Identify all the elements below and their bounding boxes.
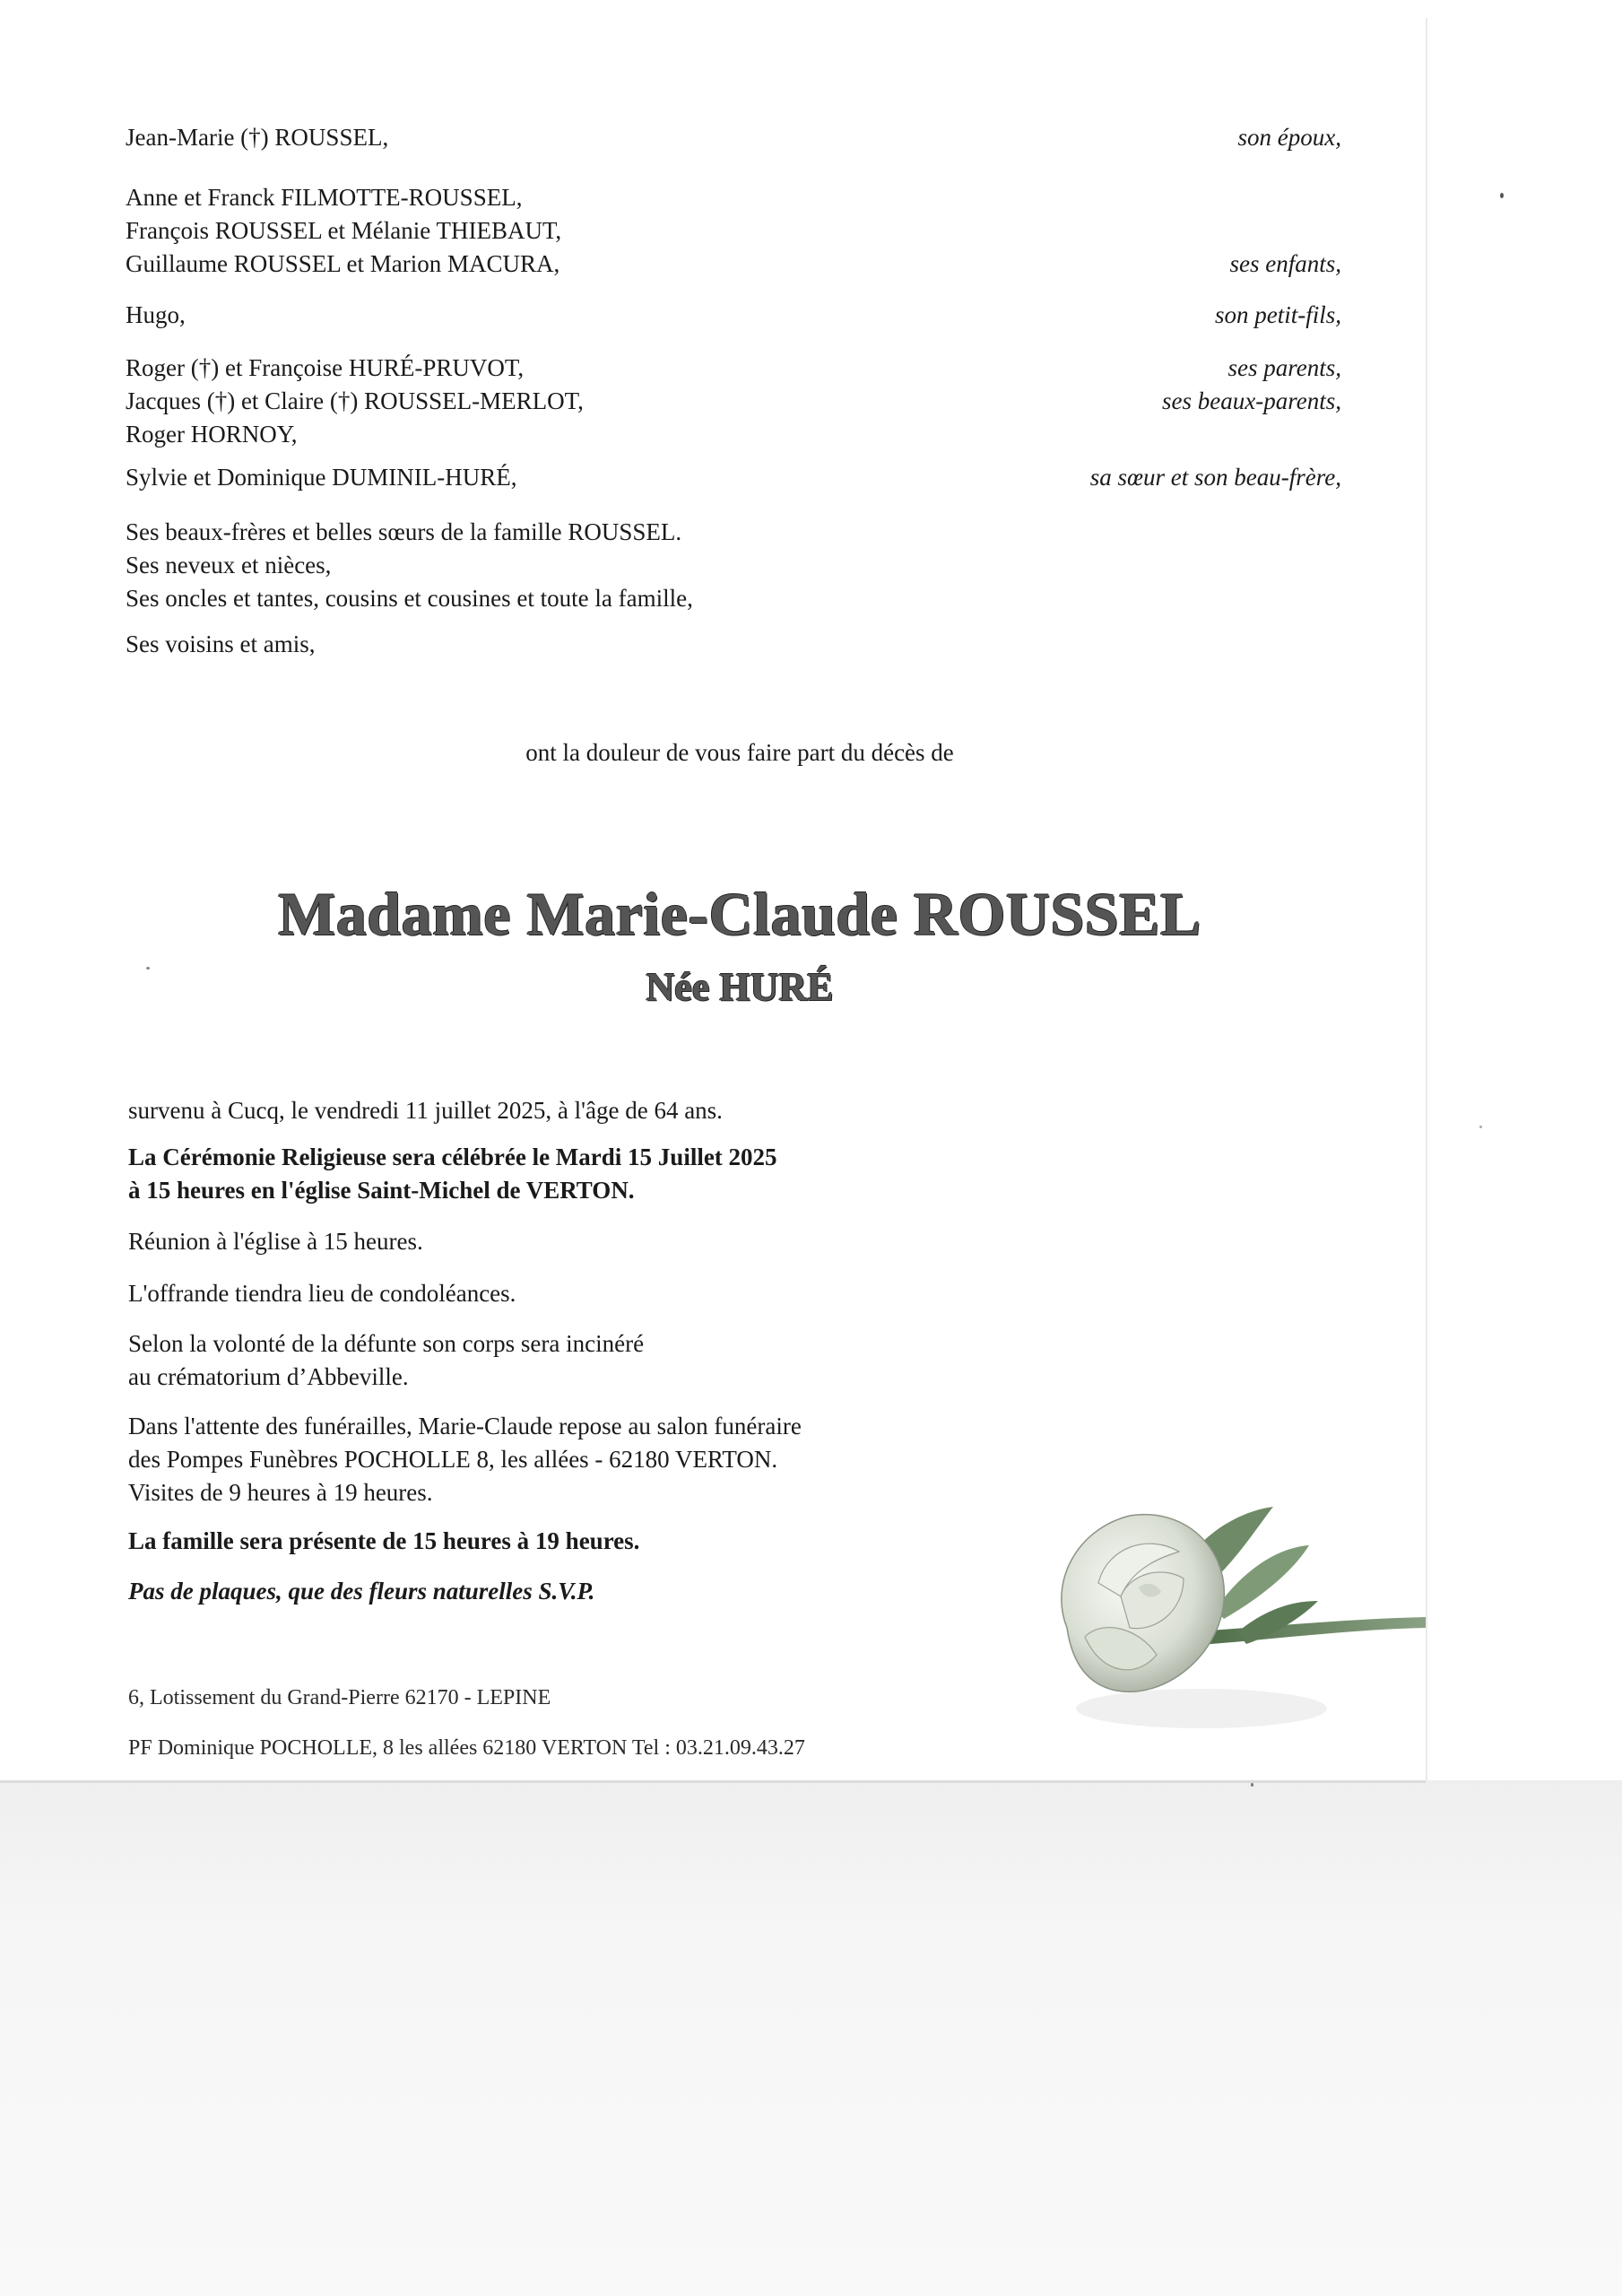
ceremony-details	[128, 1141, 777, 1207]
scan-speck	[1500, 193, 1504, 198]
death-details: survenu à Cucq, le vendredi 11 juillet 2025, à l'âge de 64 ans.	[128, 1097, 723, 1124]
scan-background	[0, 1780, 1622, 2296]
parent-line: Roger (†) et Françoise HURÉ-PRUVOT,	[126, 354, 525, 381]
family-presence: La famille sera présente de 15 heures à 19 heures.	[128, 1527, 640, 1554]
extended-line: Ses beaux-frères et belles sœurs de la famille ROUSSEL.	[126, 518, 682, 545]
rest-line: des Pompes Funèbres POCHOLLE 8, les allées - 62180 VERTON.	[128, 1446, 778, 1473]
announcement: ont la douleur de vous faire part du décès de	[525, 739, 954, 766]
flowers-request: Pas de plaques, que des fleurs naturelles S.V.P.	[128, 1578, 595, 1605]
funeral-home-line: PF Dominique POCHOLLE, 8 les allées 62180 VERTON Tel : 03.21.09.43.27	[128, 1736, 805, 1760]
rest-details	[128, 1410, 802, 1509]
parent-line: Roger HORNOY,	[126, 421, 298, 448]
page-bottom-edge	[0, 1780, 1426, 1783]
spouse-name: Jean-Marie (†) ROUSSEL,	[126, 124, 389, 151]
offering-details: L'offrande tiendra lieu de condoléances.	[128, 1280, 516, 1307]
extended-line: Ses neveux et nièces,	[126, 552, 332, 578]
grandson-row	[126, 299, 1341, 332]
children-row	[126, 181, 1341, 281]
friends-line: Ses voisins et amis,	[126, 631, 316, 657]
maiden-name: Née HURÉ	[646, 965, 834, 1009]
spouse-relation: son époux,	[1237, 124, 1341, 151]
rest-line: Visites de 9 heures à 19 heures.	[128, 1479, 433, 1506]
rest-line: Dans l'attente des funérailles, Marie-Claude repose au salon funéraire	[128, 1413, 802, 1439]
sister-name: Sylvie et Dominique DUMINIL-HURÉ,	[126, 464, 517, 491]
cremation-line: Selon la volonté de la défunte son corps sera incinéré	[128, 1330, 645, 1357]
ceremony-line: à 15 heures en l'église Saint-Michel de VERTON.	[128, 1177, 635, 1204]
child-line: Guillaume ROUSSEL et Marion MACURA,	[126, 250, 560, 277]
cremation-line: au crématorium d’Abbeville.	[128, 1363, 409, 1390]
white-rose-icon	[1031, 1475, 1426, 1744]
ceremony-line: La Cérémonie Religieuse sera célébrée le Mardi 15 Juillet 2025	[128, 1144, 777, 1170]
child-line: Anne et Franck FILMOTTE-ROUSSEL,	[126, 184, 523, 211]
extended-line: Ses oncles et tantes, cousins et cousines et toute la famille,	[126, 585, 693, 612]
address-line: 6, Lotissement du Grand-Pierre 62170 - LEPINE	[128, 1686, 551, 1709]
sister-row	[126, 461, 1341, 494]
cremation-details	[128, 1327, 644, 1394]
grandson-name: Hugo,	[126, 301, 186, 328]
deceased-name: Madame Marie-Claude ROUSSEL	[278, 880, 1201, 948]
spouse-row	[126, 121, 1341, 154]
scan-speck	[1251, 1783, 1253, 1787]
children-relation: ses enfants,	[1229, 250, 1341, 277]
parents-relation: ses parents,	[1227, 354, 1341, 381]
parent-line: Jacques (†) et Claire (†) ROUSSEL-MERLOT,	[126, 387, 584, 414]
meeting-details: Réunion à l'église à 15 heures.	[128, 1228, 423, 1255]
sister-relation: sa sœur et son beau-frère,	[1089, 464, 1341, 491]
child-line: François ROUSSEL et Mélanie THIEBAUT,	[126, 217, 562, 244]
grandson-relation: son petit-fils,	[1215, 301, 1341, 328]
scan-speck	[146, 967, 150, 970]
extended-family	[126, 516, 693, 615]
scan-speck	[1479, 1126, 1482, 1128]
in-laws-relation: ses beaux-parents,	[1162, 387, 1341, 414]
parents-row	[126, 352, 1341, 451]
